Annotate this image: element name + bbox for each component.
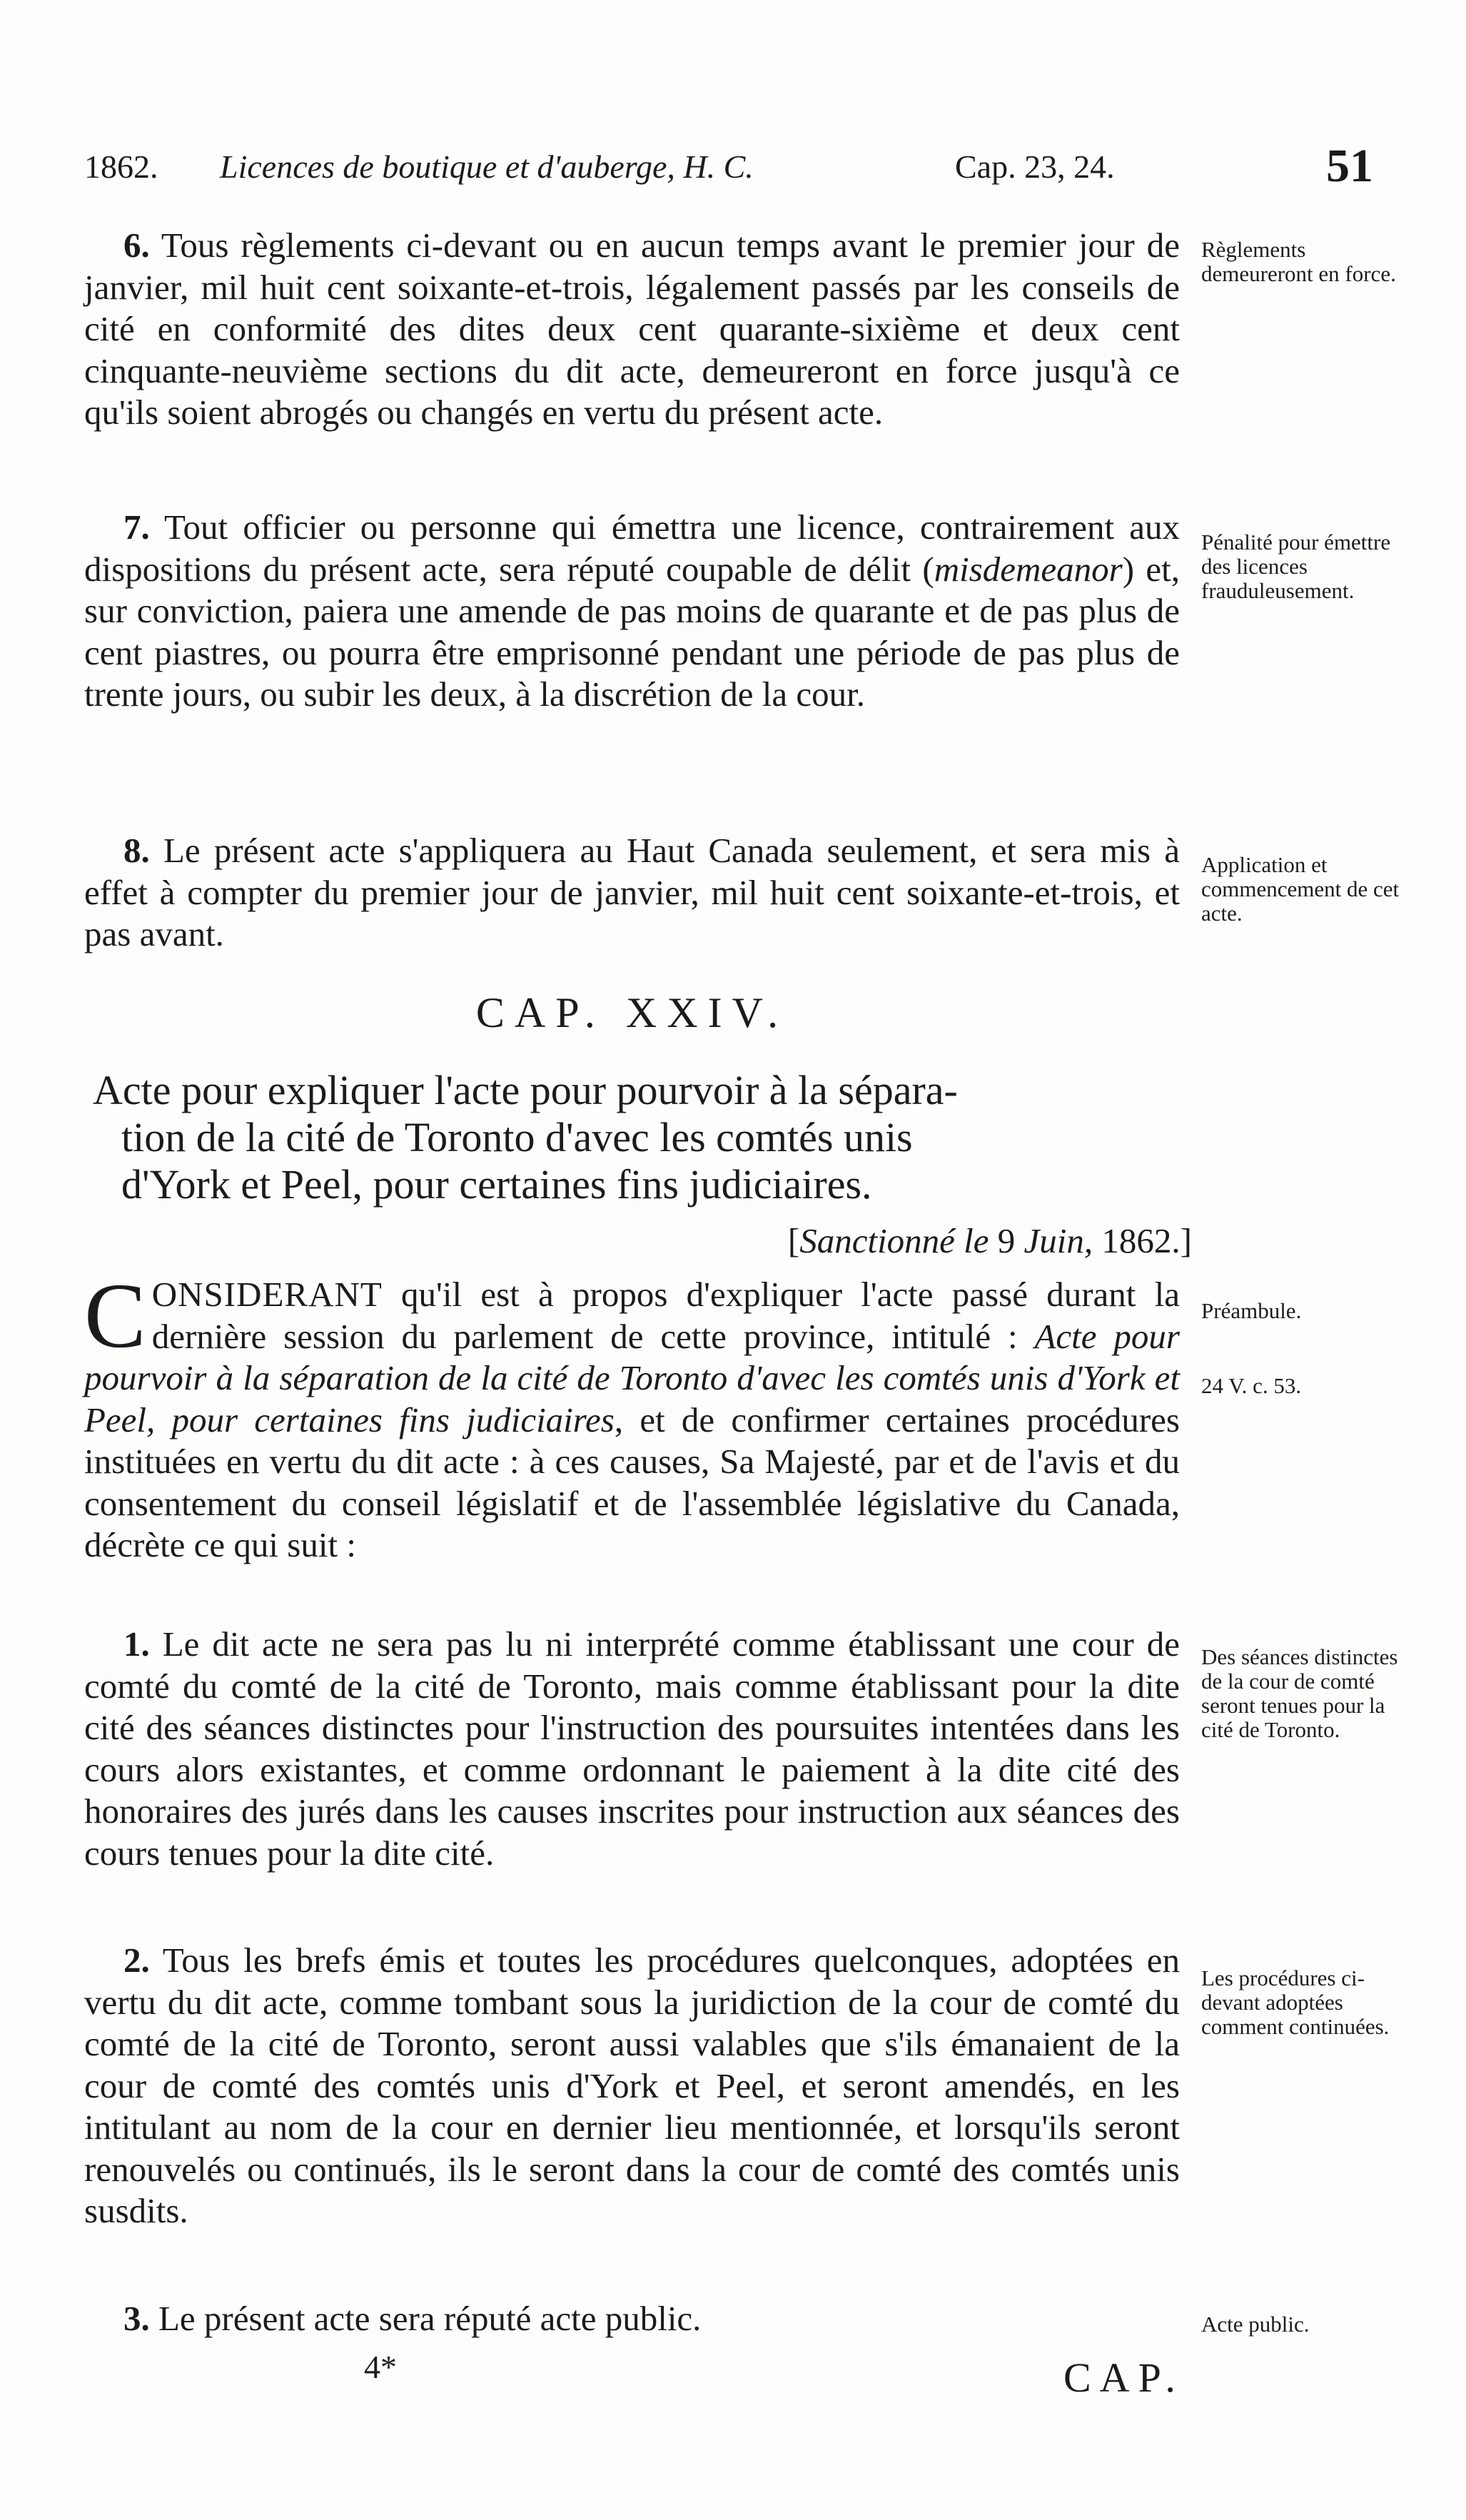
act-title-line: Acte pour expliquer l'acte pour pourvoir à la sépara- bbox=[93, 1067, 958, 1113]
section-text-italic: misdemeanor bbox=[934, 549, 1123, 589]
margin-note-6: Règlements demeureront en force. bbox=[1201, 237, 1396, 286]
section-text: Le présent acte s'appliquera au Haut Canada seulement, et sera mis à effet à compter du premier jour de janvier, mil huit cent soixante-et-trois, et pas avant. bbox=[84, 831, 1180, 953]
chapter-heading: CAP. XXIV. bbox=[475, 989, 789, 1036]
article-number: 3. bbox=[123, 2299, 150, 2338]
drop-cap: C bbox=[84, 1265, 146, 1367]
margin-note-preamble: Préambule. bbox=[1201, 1298, 1302, 1323]
article-text: Tous les brefs émis et toutes les procédures quelconques, adoptées en vertu du dit acte, comme tombant sous la juridiction de la cour de comté du comté de la cité de Toronto, seront aussi valables que s'ils émanaient de la cour de comté des comtés unis d'York et Peel, et seront amendés, en les intitulant au nom de la cour en dernier lieu mentionnée, et lorsqu'ils seront renouvelés ou continués, ils le seront dans la cour de comté des comtés unis susdits. bbox=[84, 1940, 1180, 2230]
margin-note-7: Pénalité pour émettre des licences frauduleusement. bbox=[1201, 530, 1391, 603]
margin-note-reference: 24 V. c. 53. bbox=[1201, 1373, 1302, 1398]
article-number: 2. bbox=[123, 1940, 150, 1980]
preamble-italic-title: Acte pour pourvoir à la séparation de la cité de Toronto d'avec les comtés unis d'York et Peel, pour certaines fins judiciaires bbox=[84, 1316, 1180, 1439]
article-1 bbox=[84, 1624, 1180, 1874]
catchword: CAP. bbox=[1063, 2354, 1184, 2401]
preamble-text-2: , et de confirmer certaines procédures instituées en vertu du dit acte : à ces causes, Sa Majesté, par et de l'avis et du consentement du conseil législatif et de l'assemblée législative du Canada, décrète ce qui suit : bbox=[84, 1400, 1180, 1564]
signature-mark: 4* bbox=[364, 2349, 397, 2385]
section-8 bbox=[84, 830, 1180, 956]
preamble-opening: ONSIDERANT bbox=[151, 1275, 383, 1314]
article-text: Le dit acte ne sera pas lu ni interprété comme établissant une cour de comté du comté de la cité de Toronto, mais comme établissant pour la dite cité des séances distinctes pour l'instruction des poursuites intentées dans les cours alors existantes, et comme ordonnant le paiement à la dite cité des honoraires des jurés dans les causes inscrites pour instruction aux séances des cours tenues pour la dite cité. bbox=[84, 1624, 1181, 1873]
header-chapter-ref: Cap. 23, 24. bbox=[955, 148, 1115, 185]
page-number: 51 bbox=[1326, 140, 1373, 192]
sanction-date: [Sanctionné le 9 Juin, 1862.] bbox=[787, 1221, 1192, 1260]
article-2 bbox=[84, 1940, 1180, 2232]
margin-note-article-2: Les procédures ci-devant adoptées comment continuées. bbox=[1201, 1965, 1390, 2039]
header-year: 1862. bbox=[84, 148, 158, 185]
section-7 bbox=[84, 507, 1180, 716]
margin-note-article-3: Acte public. bbox=[1201, 2312, 1310, 2337]
preamble-text-1: qu'il est à propos d'expliquer l'acte passé durant la dernière session du parlement de cette province, intitulé : bbox=[151, 1275, 1180, 1356]
act-title-line: d'York et Peel, pour certaines fins judiciaires. bbox=[121, 1161, 872, 1208]
preamble bbox=[84, 1265, 1180, 1567]
article-3 bbox=[84, 2298, 1180, 2340]
article-text: Le présent acte sera réputé acte public. bbox=[158, 2299, 702, 2338]
act-title-line: tion de la cité de Toronto d'avec les comtés unis bbox=[121, 1114, 913, 1160]
section-text-b: ) et, sur conviction, paiera une amende de pas moins de quarante et de pas plus de cent piastres, ou pourra être emprisonné pendant une période de pas plus de trente jours, ou subir les deux, à la discrétion de la cour. bbox=[84, 549, 1180, 714]
margin-note-article-1: Des séances distinctes de la cour de comté seront tenues pour la cité de Toronto. bbox=[1201, 1644, 1398, 1742]
section-number: 8. bbox=[123, 831, 150, 870]
header-title: Licences de boutique et d'auberge, H. C. bbox=[220, 148, 754, 185]
section-text: Tous règlements ci-devant ou en aucun temps avant le premier jour de janvier, mil huit cent soixante-et-trois, légalement passés par les conseils de cité en conformité des dites deux cent quarante-sixième et deux cent cinquante-neuvième sections du dit acte, demeureront en force jusqu'à ce qu'ils soient abrogés ou changés en vertu du présent acte. bbox=[84, 226, 1180, 432]
act-title bbox=[93, 1067, 1178, 1208]
section-number: 7. bbox=[123, 507, 150, 547]
article-number: 1. bbox=[123, 1624, 150, 1664]
section-number: 6. bbox=[123, 226, 150, 265]
section-6 bbox=[84, 225, 1180, 434]
margin-note-8: Application et commencement de cet acte. bbox=[1201, 852, 1400, 926]
running-header bbox=[84, 139, 1397, 196]
section-text-a: Tout officier ou personne qui émettra une licence, contrairement aux dispositions du présent acte, sera réputé coupable de délit ( bbox=[84, 507, 1180, 589]
